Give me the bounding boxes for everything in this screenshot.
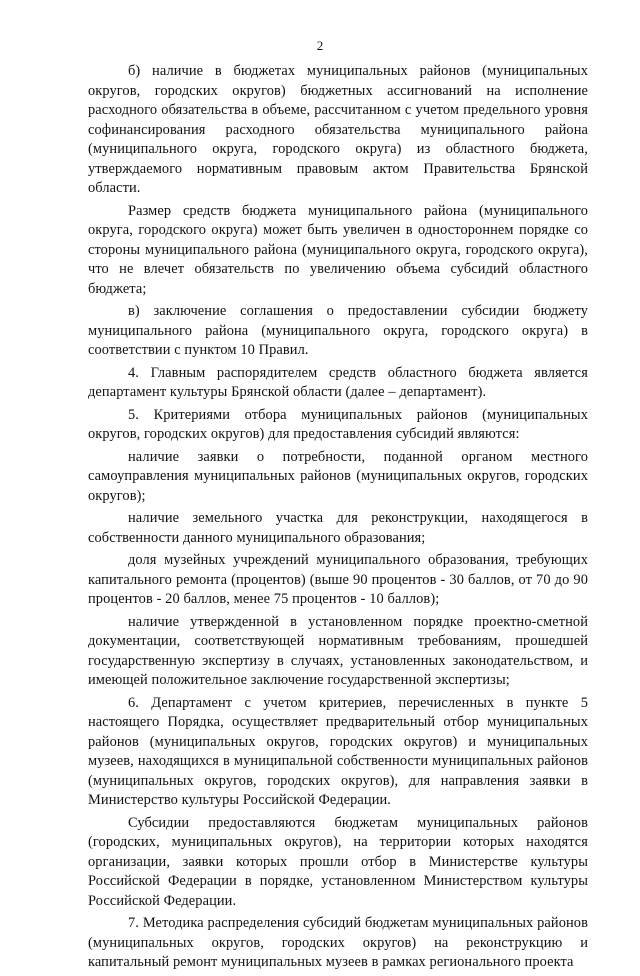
criterion-design-documentation: наличие утвержденной в установленном порядке проектно-сметной документации, соответствующей нормативным требованиям, прошедшей государственную экспертизу в случаях, установленных законодательством, и имеющей положительное заключение государственной экспертизы; xyxy=(88,613,588,688)
paragraph-subsidies-provision: Субсидии предоставляются бюджетам муниципальных районов (городских, муниципальных округов), на территории которых находятся организации, заявки которых прошли отбор в Министерстве культуры Российской Федерации в порядке, установленном Министерством культуры Российской Федерации. xyxy=(88,814,588,909)
paragraph-budget-increase: Размер средств бюджета муниципального района (муниципального округа, городского округа) может быть увеличен в одностороннем порядке со стороны муниципального района (муниципального округа, городского округа), что не влечет обязательств по увеличению объема субсидий областного бюджета; xyxy=(88,202,588,297)
paragraph-3v-agreement: в) заключение соглашения о предоставлении субсидии бюджету муниципального района (муниципального округа, городского округа) в соответствии с пунктом 10 Правил. xyxy=(88,303,588,358)
criterion-land-plot: наличие земельного участка для реконструкции, находящегося в собственности данного муниципального образования; xyxy=(88,510,588,546)
criterion-museum-share: доля музейных учреждений муниципального образования, требующих капитального ремонта (процентов) (выше 90 процентов - 30 баллов, от 70 до 90 процентов - 20 баллов, менее 75 процентов - 10 баллов); xyxy=(88,552,588,607)
paragraph-3b-budget-allocations: б) наличие в бюджетах муниципальных районов (муниципальных округов, городских округов) бюджетных ассигнований на исполнение расходного обязательства в объеме, рассчитанном с учетом предельного уровня софинансирования расходного обязательства муниципального района (муниципального округа, городского округа) из областного бюджета, утверждаемого нормативным правовым актом Правительства Брянской области. xyxy=(88,63,588,196)
paragraph-7-distribution-method: 7. Методика распределения субсидий бюджетам муниципальных районов (муниципальных округов, городских округов) на реконструкцию и капитальный ремонт муниципальных музеев в рамках регионального проекта xyxy=(88,915,588,970)
paragraph-5-selection-criteria: 5. Критериями отбора муниципальных районов (муниципальных округов, городских округов) для предоставления субсидий являются: xyxy=(88,406,588,442)
criterion-application: наличие заявки о потребности, поданной органом местного самоуправления муниципальных районов (муниципальных округов, городских округов); xyxy=(88,448,588,504)
paragraph-6-preliminary-selection: 6. Департамент с учетом критериев, перечисленных в пункте 5 настоящего Порядка, осуществляет предварительный отбор муниципальных районов (муниципальных округов, городских округов) и муниципальных музеев, находящихся в муниципальной собственности муниципальных районов (муниципальных округов, городских округов), для направления заявки в Министерство культуры Российской Федерации. xyxy=(88,694,588,808)
document-body xyxy=(88,62,588,976)
page-number: 2 xyxy=(316,38,324,53)
paragraph-4-chief-administrator: 4. Главным распорядителем средств областного бюджета является департамент культуры Брянской области (далее – департамент). xyxy=(88,364,588,400)
